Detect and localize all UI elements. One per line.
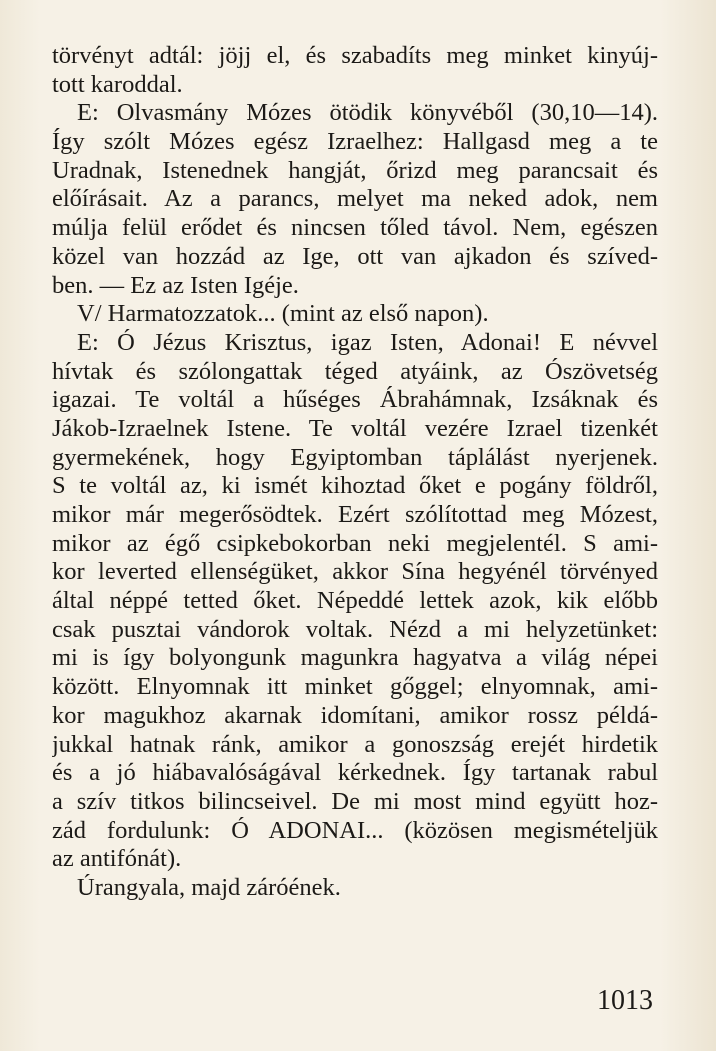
text-line: jukkal hatnak ránk, amikor a gonoszság erejét hirdetik (52, 730, 658, 758)
paragraph (52, 300, 658, 329)
text-line: Jákob-Izraelnek Istene. Te voltál vezére Izrael tizenkét (52, 414, 658, 442)
text-line: zád fordulunk: Ó ADONAI... (közösen megismételjük (52, 816, 658, 844)
text-line: mi is így bolyongunk magunkra hagyatva a világ népei (52, 644, 658, 672)
paragraph (52, 329, 658, 874)
text-line: által néppé tetted őket. Népeddé lettek azok, kik előbb (52, 587, 658, 615)
text-line: E: Ó Jézus Krisztus, igaz Isten, Adonai! E névvel (77, 328, 658, 356)
paragraph (52, 42, 658, 99)
text-line: kor leverted ellenségüket, akkor Sína hegyénél törvényed (52, 558, 658, 586)
text-line: múlja felül erődet és nincsen tőled távol. Nem, egészen (52, 214, 658, 242)
text-line: V/ Harmatozzatok... (mint az első napon). (77, 300, 489, 328)
text-line: törvényt adtál: jöjj el, és szabadíts meg minket kinyúj- (52, 42, 658, 69)
text-line: az antifónát). (52, 845, 182, 873)
body-text (52, 42, 658, 903)
text-line: mikor már megerősödtek. Ezért szólítottad meg Mózest, (52, 501, 658, 528)
text-line: kor magukhoz akarnak idomítani, amikor rossz példá- (52, 701, 658, 729)
text-line: Uradnak, Istenednek hangját, őrizd meg parancsait és (52, 156, 658, 184)
text-line: előírásait. Az a parancs, melyet ma neked adok, nem (52, 185, 658, 213)
paragraph (52, 99, 658, 300)
text-line: csak pusztai vándorok voltak. Nézd a mi helyzetünket: (52, 615, 658, 643)
paragraph (52, 874, 658, 903)
text-line: igazai. Te voltál a hűséges Ábrahámnak, Izsáknak és (52, 386, 658, 414)
text-line: gyermekének, hogy Egyiptomban táplálást nyerjenek. (52, 443, 658, 471)
text-line: a szív titkos bilincseivel. De mi most mind együtt hoz- (52, 787, 658, 815)
text-line: ben. — Ez az Isten Igéje. (52, 271, 299, 299)
text-line: között. Elnyomnak itt minket gőggel; elnyomnak, ami- (52, 673, 658, 701)
text-line: S te voltál az, ki ismét kihoztad őket e pogány földről, (52, 472, 658, 500)
text-line: E: Olvasmány Mózes ötödik könyvéből (30,10—14). (77, 99, 658, 127)
text-line: Úrangyala, majd záróének. (77, 873, 341, 901)
page-number: 1013 (597, 985, 653, 1016)
text-line: hívtak és szólongattak téged atyáink, az Ószövetség (52, 357, 658, 385)
text-line: mikor az égő csipkebokorban neki megjelentél. S ami- (52, 529, 658, 557)
text-line: tott karoddal. (52, 70, 183, 98)
text-line: közel van hozzád az Ige, ott van ajkadon és szíved- (52, 242, 658, 270)
text-line: és a jó hiábavalóságával kérkednek. Így tartanak rabul (52, 759, 658, 787)
text-line: Így szólt Mózes egész Izraelhez: Hallgasd meg a te (52, 128, 658, 156)
